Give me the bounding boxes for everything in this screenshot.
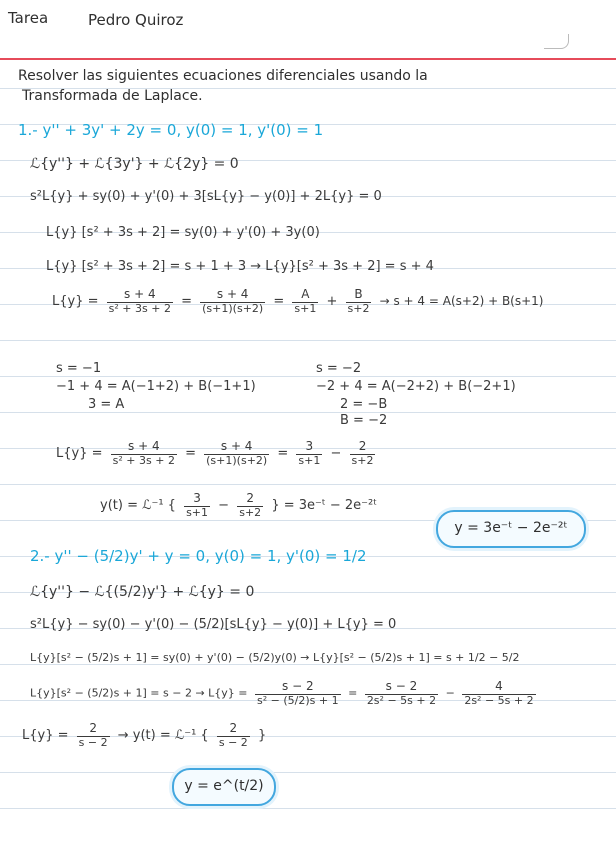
p1-line-4: L{y} [s² + 3s + 2] = s + 1 + 3 → L{y}[s² + 3s + 2] = s + 4 bbox=[46, 259, 434, 274]
fraction bbox=[346, 288, 372, 315]
p2-line-3: L{y}[s² − (5/2)s + 1] = sy(0) + y'(0) − (5/2)y(0) → L{y}[s² − (5/2)s + 1] = s + 1/2 − 5/2 bbox=[30, 651, 520, 664]
plus-sign: + bbox=[326, 294, 338, 310]
fraction-denominator: s − 2 bbox=[78, 735, 108, 749]
fraction-numerator: s − 2 bbox=[365, 680, 438, 695]
inverse-lhs: y(t) = ℒ⁻¹ { bbox=[100, 498, 176, 514]
fraction bbox=[237, 492, 263, 519]
ruled-line bbox=[0, 772, 616, 773]
problem-2-title: 2.- y'' − (5/2)y' + y = 0, y(0) = 1, y'(0) = 1/2 bbox=[30, 547, 367, 565]
fraction bbox=[462, 680, 535, 707]
answer-cloud-1 bbox=[436, 510, 586, 548]
p1-line-1: ℒ{y''} + ℒ{3y'} + ℒ{2y} = 0 bbox=[30, 156, 239, 172]
final-lhs: L{y} = bbox=[22, 728, 69, 744]
fraction-denominator: s+2 bbox=[239, 505, 262, 519]
fraction-numerator: 2 bbox=[350, 440, 376, 455]
ruled-line bbox=[0, 808, 616, 809]
fraction-numerator: 3 bbox=[296, 440, 322, 455]
fraction-numerator: A bbox=[292, 288, 318, 303]
fraction-denominator: s+1 bbox=[186, 505, 209, 519]
fraction bbox=[296, 440, 322, 467]
p1-right-block-3: 2 = −B bbox=[340, 397, 388, 412]
p1-partial-fractions: L{y} = $\frac{s + 4}{\text{s² + 3s + 2}}$ = $\frac{s + 4}{(s+1)(s+2)}$ = $\frac{A}{s+1}$ + $\frac{B}{s+2}$ → s + 4 = A(s+2) + B(s+1) bbox=[52, 287, 544, 315]
fraction-denominator: s² − (5/2)s + 1 bbox=[257, 693, 339, 707]
answer-cloud-2 bbox=[172, 768, 276, 806]
instruction-line-1: Resolver las siguientes ecuaciones diferenciales usando la bbox=[18, 68, 428, 84]
student-name: Pedro Quiroz bbox=[88, 11, 184, 29]
decomp-lhs: L{y} = bbox=[52, 294, 99, 310]
p1-left-block-1: s = −1 bbox=[56, 361, 102, 376]
fraction-denominator: 2s² − 5s + 2 bbox=[464, 693, 534, 707]
fraction-numerator: 2 bbox=[217, 722, 250, 737]
fraction-numerator: s + 4 bbox=[200, 288, 265, 303]
fraction-numerator: 2 bbox=[237, 492, 263, 507]
fraction-numerator: 3 bbox=[184, 492, 210, 507]
close-brace: } bbox=[257, 728, 267, 744]
ruled-line bbox=[0, 340, 616, 341]
p1-line-3: L{y} [s² + 3s + 2] = sy(0) + y'(0) + 3y(0) bbox=[46, 225, 320, 240]
fraction-denominator: s² + 3s + 2 bbox=[108, 301, 171, 315]
fraction-numerator: 2 bbox=[77, 722, 110, 737]
fraction-denominator: s+2 bbox=[347, 301, 370, 315]
final-mid: → y(t) = ℒ⁻¹ { bbox=[117, 728, 209, 744]
fraction-numerator: B bbox=[346, 288, 372, 303]
p1-left-block-3: 3 = A bbox=[88, 397, 125, 412]
fraction-denominator: s − 2 bbox=[218, 735, 248, 749]
answer-1: y = 3e⁻ᵗ − 2e⁻²ᵗ bbox=[454, 520, 568, 536]
minus-sign: − bbox=[218, 498, 230, 514]
fraction bbox=[200, 288, 265, 315]
p2-simplify bbox=[30, 680, 540, 707]
fraction-numerator: s − 2 bbox=[255, 680, 341, 695]
fraction bbox=[217, 722, 250, 749]
fraction-denominator: (s+1)(s+2) bbox=[202, 301, 264, 315]
fraction bbox=[350, 440, 376, 467]
fraction bbox=[107, 288, 173, 315]
header-label: Tarea bbox=[8, 9, 49, 27]
p2-final bbox=[22, 722, 266, 749]
fraction-numerator: s + 4 bbox=[204, 440, 269, 455]
fraction-numerator: s + 4 bbox=[111, 440, 177, 455]
fraction bbox=[365, 680, 438, 707]
fraction-denominator: 2s² − 5s + 2 bbox=[366, 693, 437, 707]
fraction-denominator: (s+1)(s+2) bbox=[206, 453, 268, 467]
simplify-lhs: L{y}[s² − (5/2)s + 1] = s − 2 → L{y} = bbox=[30, 686, 248, 700]
fraction bbox=[111, 440, 177, 467]
fraction bbox=[204, 440, 269, 467]
fraction-denominator: s+1 bbox=[294, 301, 317, 315]
fraction bbox=[77, 722, 110, 749]
p1-right-block-2: −2 + 4 = A(−2+2) + B(−2+1) bbox=[316, 379, 516, 394]
equals-sign: = bbox=[348, 686, 358, 700]
fraction bbox=[255, 680, 341, 707]
page-corner-mark bbox=[544, 34, 569, 49]
fraction-denominator: s² + 3s + 2 bbox=[112, 453, 175, 467]
fraction-denominator: s+1 bbox=[298, 453, 321, 467]
decomp-tail: → s + 4 = A(s+2) + B(s+1) bbox=[379, 294, 544, 309]
p1-inverse-transform bbox=[100, 492, 377, 519]
header-margin-line bbox=[0, 58, 616, 60]
fraction-numerator: s + 4 bbox=[107, 288, 173, 303]
problem-1-title: 1.- y'' + 3y' + 2y = 0, y(0) = 1, y'(0) = 1 bbox=[18, 121, 324, 139]
inverse-rhs: } = 3e⁻ᵗ − 2e⁻²ᵗ bbox=[271, 498, 378, 514]
minus-sign: − bbox=[445, 686, 455, 700]
fraction bbox=[292, 288, 318, 315]
answer-2: y = e^(t/2) bbox=[184, 778, 264, 794]
final-lhs: L{y} = bbox=[56, 446, 103, 462]
ruled-line bbox=[0, 484, 616, 485]
p2-line-2: s²L{y} − sy(0) − y'(0) − (5/2)[sL{y} − y(0)] + L{y} = 0 bbox=[30, 617, 397, 632]
p2-line-1: ℒ{y''} − ℒ{(5/2)y'} + ℒ{y} = 0 bbox=[30, 584, 255, 600]
minus-sign: − bbox=[330, 446, 342, 462]
p1-right-block-1: s = −2 bbox=[316, 361, 362, 376]
fraction-denominator: s+2 bbox=[351, 453, 374, 467]
fraction-numerator: 4 bbox=[462, 680, 535, 695]
p1-final-transform: L{y} = $\frac{s + 4}{\text{s² + 3s + 2}}$ = $\frac{s + 4}{(s+1)(s+2)}$ = $\frac{3}{s+1}$ − $\frac{2}{s+2}$ bbox=[56, 439, 374, 467]
p1-line-2: s²L{y} + sy(0) + y'(0) + 3[sL{y} − y(0)] + 2L{y} = 0 bbox=[30, 189, 382, 204]
instruction-line-2: Transformada de Laplace. bbox=[22, 88, 203, 104]
fraction bbox=[184, 492, 210, 519]
p1-right-block-4: B = −2 bbox=[340, 413, 388, 428]
p1-left-block-2: −1 + 4 = A(−1+2) + B(−1+1) bbox=[56, 379, 256, 394]
